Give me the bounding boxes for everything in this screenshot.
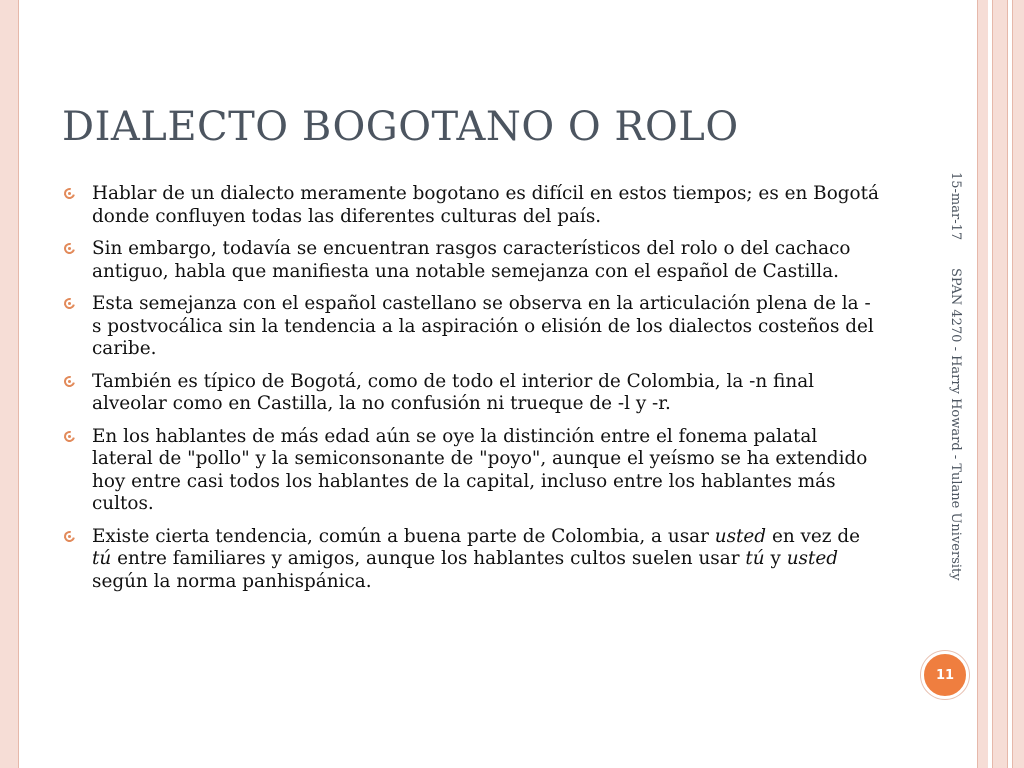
- bullet-icon: [64, 188, 75, 199]
- bullet-text: Existe cierta tendencia, común a buena parte de Colombia, a usar usted en vez de tú entre familiares y amigos, aunque los hablantes cultos suelen usar tú y usted según la norma panhispánica.: [92, 525, 860, 592]
- italic-term: usted: [786, 548, 839, 569]
- bullet-icon: [64, 243, 75, 254]
- slide-number-badge: 11: [921, 651, 969, 699]
- slide-title: DIALECTO BOGOTANO O ROLO: [62, 104, 739, 150]
- right-border-stripe: [992, 0, 1008, 768]
- italic-term: usted: [714, 525, 767, 547]
- bullet-text: Sin embargo, todavía se encuentran rasgos característicos del rolo o del cachaco antiguo, habla que manifiesta una notable semejanza con el español de Castilla.: [92, 238, 851, 282]
- slide-footer: SPAN 4270 - Harry Howard - Tulane University: [948, 268, 963, 581]
- bullet-icon: [64, 431, 75, 442]
- bullet-text: Hablar de un dialecto meramente bogotano es difícil en estos tiempos; es en Bogotá donde confluyen todas las diferentes culturas del país.: [92, 183, 879, 227]
- bullet-list: [64, 183, 879, 603]
- bullet-icon: [64, 298, 75, 309]
- bullet-item: [64, 526, 879, 594]
- bullet-item: [64, 371, 879, 416]
- bullet-item: [64, 293, 879, 361]
- left-border-decoration: [0, 0, 19, 768]
- right-border-stripe: [977, 0, 988, 768]
- right-border-stripe: [1012, 0, 1024, 768]
- bullet-text: Esta semejanza con el español castellano se observa en la articulación plena de la -s postvocálica sin la tendencia a la aspiración o elisión de los dialectos costeños del caribe.: [92, 293, 874, 359]
- bullet-item: [64, 238, 879, 283]
- bullet-icon: [64, 376, 75, 387]
- bullet-item: [64, 426, 879, 516]
- slide-date: 15-mar-17: [948, 172, 963, 241]
- bullet-item: [64, 183, 879, 228]
- bullet-text: También es típico de Bogotá, como de todo el interior de Colombia, la -n final alveolar como en Castilla, la no confusión ni trueque de -l y -r.: [92, 370, 815, 414]
- bullet-icon: [64, 531, 75, 542]
- bullet-text: En los hablantes de más edad aún se oye la distinción entre el fonema palatal lateral de "pollo" y la semiconsonante de "poyo", aunque el yeísmo se ha extendido hoy entre casi todos los hablantes de la capital, incluso entre los hablantes más cultos.: [92, 425, 868, 514]
- italic-term: tú: [745, 548, 765, 569]
- italic-term: tú: [92, 548, 112, 569]
